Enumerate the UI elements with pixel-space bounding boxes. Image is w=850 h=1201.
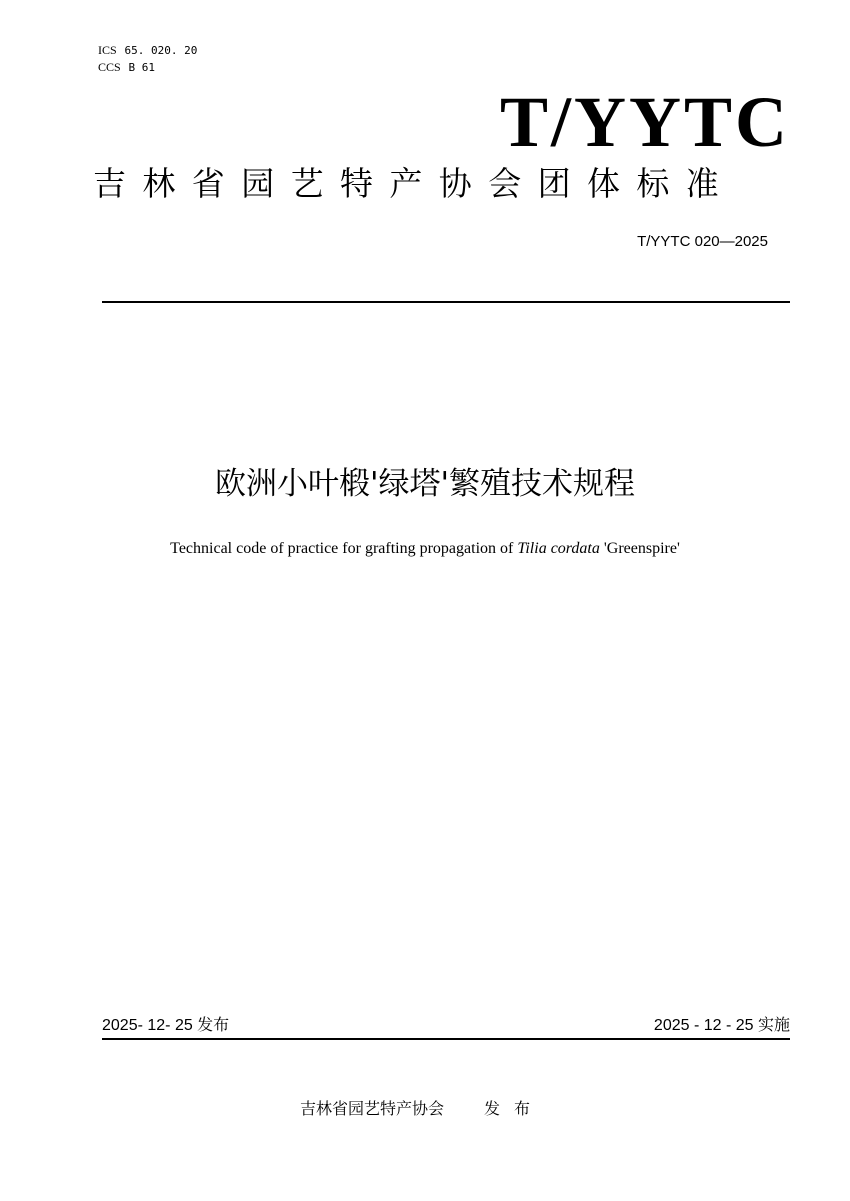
organization-name: 吉林省园艺特产协会团体标准: [93, 164, 736, 203]
ics-label: ICS: [98, 43, 117, 57]
ccs-line: [98, 59, 197, 76]
title-en-suffix: 'Greenspire': [603, 540, 680, 557]
ics-value: 65. 020. 20: [124, 44, 198, 57]
document-title-zh: 欧洲小叶椴'绿塔'繁殖技术规程: [214, 466, 636, 502]
publisher-action: 发布: [484, 1099, 545, 1118]
document-title-en: [0, 538, 850, 560]
standard-logo: T/YYTC: [499, 82, 790, 162]
header-divider: [102, 301, 790, 303]
standard-number: T/YYTC 020—2025: [637, 233, 768, 250]
implement-date: 2025 - 12 - 25 实施: [653, 1017, 790, 1034]
publisher: [300, 1098, 544, 1120]
publish-date: 2025- 12- 25 发布: [102, 1017, 230, 1034]
publisher-name: 吉林省园艺特产协会: [300, 1099, 445, 1118]
ccs-label: CCS: [98, 60, 121, 74]
ccs-value: B 61: [128, 61, 156, 74]
ics-line: [98, 42, 197, 59]
title-en-species: Tilia cordata: [517, 540, 600, 557]
title-en-prefix: Technical code of practice for grafting propagation of: [170, 540, 514, 557]
footer-divider: [102, 1038, 790, 1040]
classification-codes: [98, 42, 197, 76]
